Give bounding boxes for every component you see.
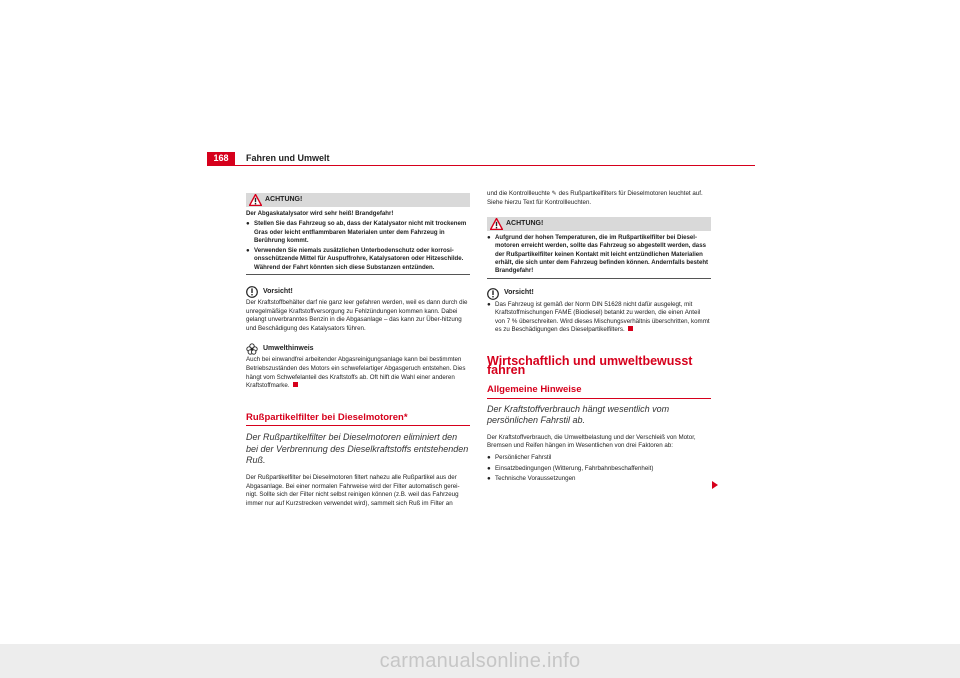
page-number: 168 [207, 152, 235, 165]
section-rule [487, 398, 711, 399]
warning-body [246, 207, 470, 275]
bullet-icon: ● [487, 464, 491, 472]
caution-header [246, 285, 470, 299]
end-mark-icon [293, 382, 298, 387]
bullet-icon: ● [487, 234, 491, 242]
warning-body [487, 231, 711, 278]
intro-text: und die Kontrollleuchte ✎ des Rußpartikelfilters für Dieselmotoren leuchtet auf. Siehe hierzu Text für Kontrollleuchten. [487, 190, 703, 206]
end-mark-icon [628, 326, 633, 331]
section-lead: Der Kraftstoffverbrauch hängt wesentlich vom persönlichen Fahrstil ab. [487, 403, 670, 426]
next-page-arrow-icon[interactable] [712, 481, 718, 489]
warning-box [487, 217, 711, 278]
list-item: ● Persönlicher Fahrstil [487, 454, 552, 462]
list-item: ● Einsatzbedingungen (Witterung, Fahrbahnbeschaffenheit) [487, 464, 654, 472]
environment-note [246, 342, 470, 390]
caution-title: Vorsicht! [504, 289, 534, 297]
section-dpf [246, 411, 470, 508]
section-body: Der Kraftstoffverbrauch, die Umweltbelastung und der Verschleiß von Motor, Bremsen und Reifen hängen im Wesentlichen von drei Faktoren ab: [487, 433, 696, 450]
environment-title: Umwelthinweis [263, 345, 314, 353]
bullet-icon: ● [487, 475, 491, 483]
warning-title: ACHTUNG! [506, 219, 544, 227]
warning-header [246, 193, 470, 207]
list-item: ● Aufgrund der hohen Temperaturen, die im Rußpartikelfilter bei Diesel-motoren erreicht werden, sollte das Fahrzeug so abgestellt werden, dass der Rußpartikelfilter keinen Kontakt mit leicht entzündlichen Materialien erhält, die sich unter dem Fahrzeug befinden können. Andernfalls besteht Brandgefahr! [487, 234, 709, 275]
warning-header [487, 217, 711, 231]
left-column [246, 193, 470, 508]
section-title: Allgemeine Hinweise [487, 384, 582, 396]
warning-triangle-icon [249, 194, 262, 206]
bullet-icon: ● [487, 300, 491, 308]
section-rule [246, 425, 470, 426]
list-item: ● Das Fahrzeug ist gemäß der Norm DIN 51628 nicht dafür ausgelegt, mit Kraftstoffmischungen FAME (Biodiesel) betankt zu werden, die einen Anteil von 7 % überschreiten. Wird dieses Mischungsverhältnis überschritten, kommt es zu Beschädigungen des Dieselpartikelfilters. [487, 300, 710, 334]
environment-text: Auch bei einwandfrei arbeitender Abgasreinigungsanlage kann bei bestimmten Betriebszuständen des Motors ein schwefelartiger Abgasgeruch entstehen. Dies hängt vom Schwefelanteil des Kraftstoffs ab. Oft hilft die Wahl einer anderen Kraftstoffmarke. [246, 356, 466, 390]
caution-note [487, 287, 711, 335]
subsection-general [487, 386, 711, 484]
caution-title: Vorsicht! [263, 287, 293, 295]
list-item: ● Verwenden Sie niemals zusätzlichen Unterbodenschutz oder korrosi-onsschützende Mittel für Auspuffrohre, Katalysatoren oder Hitzeschilde. Während der Fahrt könnten sich diese Substanzen entzünden. [246, 247, 464, 271]
header-rule [207, 165, 755, 166]
right-column [487, 190, 711, 484]
section-lead: Der Rußpartikelfilter bei Dieselmotoren eliminiert den bei der Verbrennung des Dieselkraftstoffs entstehenden Ruß. [246, 432, 469, 466]
bullet-icon: ● [246, 220, 250, 228]
environment-flower-icon [246, 343, 258, 355]
caution-header [487, 287, 711, 301]
warning-intro: Der Abgaskatalysator wird sehr heiß! Brandgefahr! [246, 210, 394, 217]
caution-text: Der Kraftstoffbehälter darf nie ganz leer gefahren werden, weil es dann durch die unregelmäßige Kraftstoffversorgung zu Fehlzündungen kommen kann. Dabei gelangt unverbranntes Benzin in die Abgasanlage – das kann zur Über-hitzung und Beschädigung des Katalysators führen. [246, 299, 468, 332]
environment-header [246, 342, 470, 356]
chapter-title: Wirtschaftlich und umweltbewusst fahren [487, 354, 693, 377]
caution-note [246, 285, 470, 333]
warning-title: ACHTUNG! [265, 195, 303, 203]
caution-exclamation-icon [487, 288, 499, 300]
warning-box [246, 193, 470, 275]
list-item: ● Stellen Sie das Fahrzeug so ab, dass der Katalysator nicht mit trockenem Gras oder leicht entflammbaren Materialen unter dem Fahrzeug in Berührung kommt. [246, 220, 467, 244]
bullet-icon: ● [487, 454, 491, 462]
bullet-icon: ● [246, 247, 250, 255]
running-header: Fahren und Umwelt [246, 153, 330, 163]
caution-exclamation-icon [246, 286, 258, 298]
section-body: Der Rußpartikelfilter bei Dieselmotoren filtert nahezu alle Rußpartikel aus der Abgasanlage. Bei einer normalen Fahrweise wird der Filter automatisch gerei-nigt. Sollte sich der Filter nicht selbst reinigen können (z.B. weil das Fahrzeug immer nur auf Kurzstrecken verwendet wird), sammelt sich Ruß im Filter an [246, 473, 460, 507]
watermark: carmanualsonline.info [379, 650, 581, 672]
list-item: ● Technische Voraussetzungen [487, 475, 576, 483]
warning-triangle-icon [490, 218, 503, 230]
section-title: Rußpartikelfilter bei Dieselmotoren* [246, 411, 408, 423]
